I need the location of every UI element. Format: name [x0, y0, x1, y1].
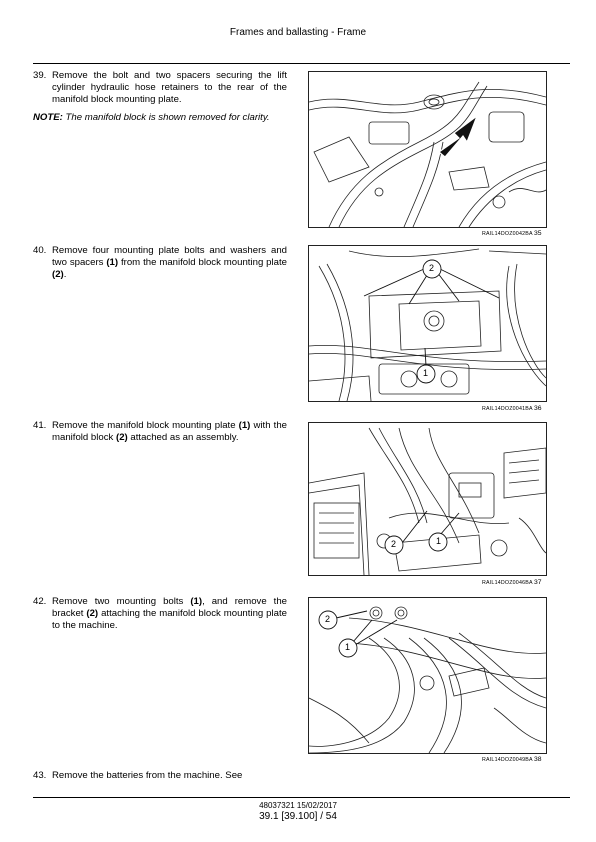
step-number: 41. [33, 420, 47, 431]
figure-number: 38 [534, 756, 542, 763]
figure-code: RAIL14DOZ0046BA [482, 580, 533, 586]
step-text [52, 596, 287, 633]
step-number: 42. [33, 596, 47, 607]
header-rule [33, 63, 570, 64]
footer-rule [33, 797, 570, 798]
note-text: The manifold block is shown removed for clarity. [65, 112, 270, 123]
footer-doc-id: 48037321 15/02/2017 [259, 801, 337, 810]
callout-ref: (1) [190, 596, 203, 607]
callout-ref: (2) [116, 432, 128, 444]
callout-label: 1 [436, 536, 442, 546]
step-text: Remove the batteries from the machine. See [52, 770, 243, 781]
step-text-part: from the manifold block mounting plate [118, 257, 287, 269]
step-number: 40. [33, 245, 47, 256]
step-text-part: with the manifold block [52, 420, 288, 444]
figure-36-illustration [308, 245, 547, 402]
callout-label: 2 [325, 614, 331, 624]
callout-ref: (2) [86, 608, 99, 620]
step-number: 43. [33, 770, 47, 781]
callout-leader-lines [309, 598, 546, 753]
figure-code: RAIL14DOZ0049BA [482, 757, 533, 763]
step-number: 39. [33, 70, 47, 81]
figure-number: 37 [534, 579, 542, 586]
step-text: Remove the bolt and two spacers securing the lift cylinder hydraulic hose retainers to the rear of the manifold block mounting plate. [52, 70, 287, 106]
step-text-part: Remove four mounting plate bolts and washers and two spacers [52, 245, 287, 269]
figure-code: RAIL14DOZ0042BA [482, 231, 533, 237]
step-text [52, 420, 287, 444]
figure-number: 35 [534, 230, 542, 237]
note [33, 112, 287, 124]
callout-label: 1 [345, 642, 351, 652]
step-41 [33, 420, 287, 444]
figure-38-illustration [308, 597, 547, 754]
callout-ref: (1) [238, 420, 251, 431]
arrow-icon [437, 112, 487, 157]
step-43 [33, 770, 287, 782]
callout-label: 2 [391, 539, 397, 549]
step-text-part: attached as an assembly. [127, 432, 239, 444]
callout-label: 1 [423, 368, 429, 378]
step-text-part: , and remove the bracket [52, 596, 288, 620]
step-40 [33, 245, 287, 282]
step-42 [33, 596, 287, 633]
figure-37-illustration [308, 422, 547, 576]
note-label: NOTE: [33, 112, 63, 123]
step-text [52, 245, 287, 282]
callout-label: 2 [429, 263, 435, 273]
callout-ref: (2) [52, 269, 64, 281]
callout-ref: (1) [106, 257, 119, 269]
page-header-title: Frames and ballasting - Frame [229, 27, 367, 38]
callout-leader-lines [309, 423, 546, 575]
figure-35-illustration [308, 71, 547, 228]
footer-page-ref: 39.1 [39.100] / 54 [259, 811, 337, 822]
figure-number: 36 [534, 405, 542, 412]
figure-code: RAIL14DOZ0041BA [482, 406, 533, 412]
step-text-part: attaching the manifold block mounting plate to the machine. [52, 608, 287, 632]
step-text-part: Remove the manifold block mounting plate [52, 420, 239, 431]
step-39 [33, 70, 287, 107]
step-text-part: Remove two mounting bolts [52, 596, 191, 607]
step-text-part: . [63, 269, 67, 281]
